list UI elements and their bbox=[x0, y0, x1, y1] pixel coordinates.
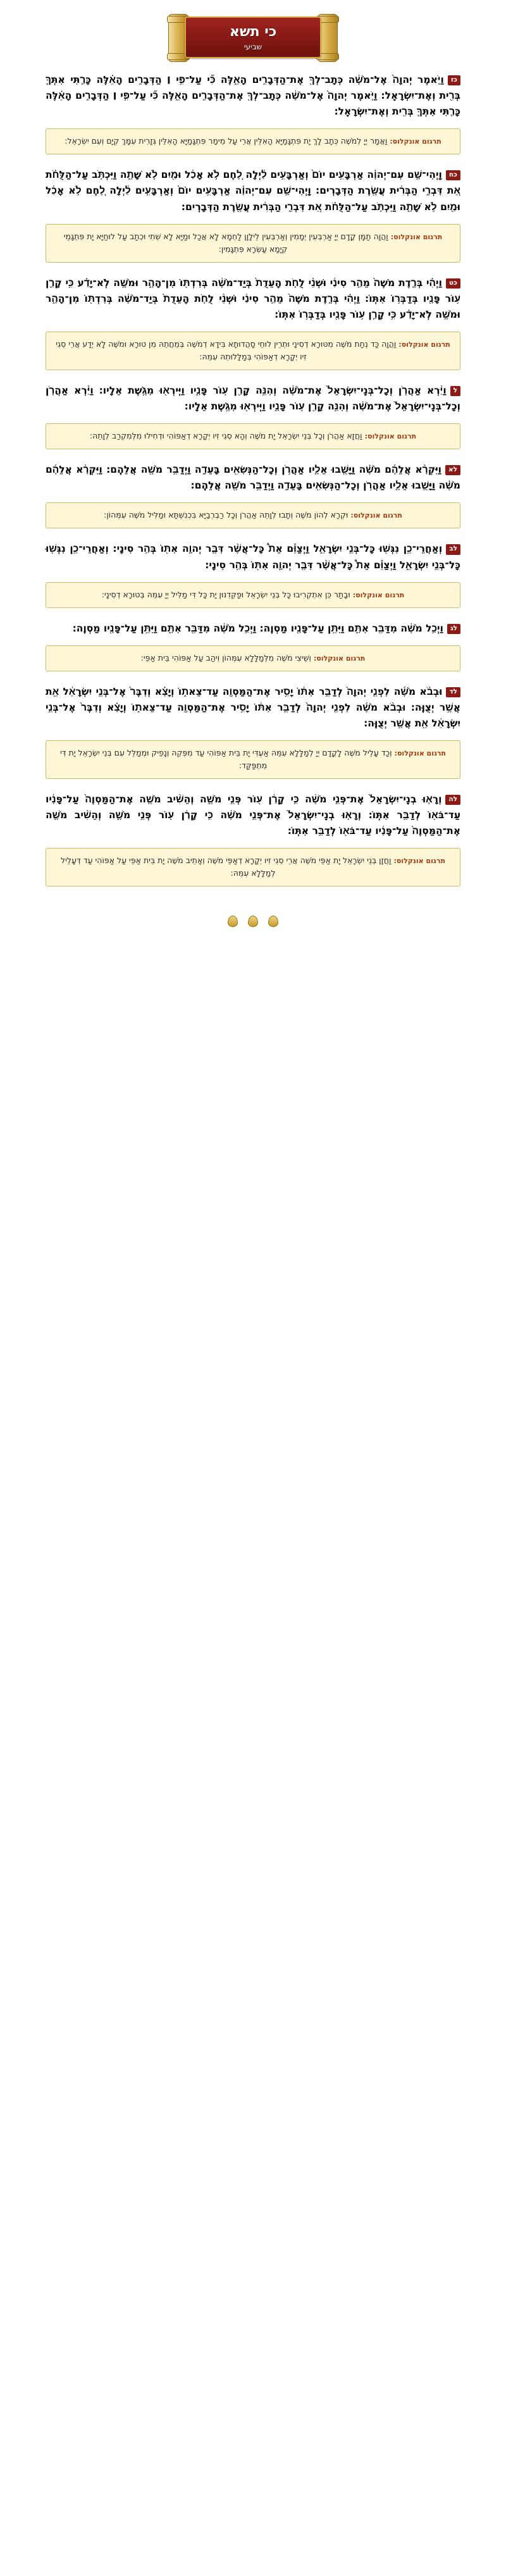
verse-number-badge: לה bbox=[445, 795, 460, 805]
verse-section bbox=[46, 541, 460, 607]
targum-box bbox=[46, 224, 460, 263]
verse-paragraph bbox=[46, 167, 460, 215]
verse-text: וְאַחֲרֵי־כֵ֥ן נִגְּשׁ֖וּ כָּל־בְּנֵ֣י יִשְׂרָאֵ֑ל וַיְצַוֵּ֕ם אֵת֩ כָּל־אֲשֶׁ֨ר דִּבֶּ֧ר יְהוָ֛ה אִתּ֖וֹ בְּהַ֥ר סִינָֽי: וְאַחֲרֵי־כֵ֥ן נִגְּשׁ֖וּ כָּל־בְּנֵ֣י יִשְׂרָאֵ֑ל וַיְצַוֵּ֕ם אֵת֩ כָּל־אֲשֶׁ֨ר דִּבֶּ֧ר יְהוָ֛ה אִתּ֖וֹ בְּהַ֥ר סִינָֽי: bbox=[46, 543, 460, 571]
content-column bbox=[46, 72, 460, 887]
targum-text: וַהֲוָה כַּד נְחַת מֹשֶׁה מִטּוּרָא דְסִינַי וּתְרֵין לוּחֵי סַהֲדוּתָא בִּידָא דְמֹשֶׁה בְּמֵחֲתֵהּ מִן טוּרָא וּמֹשֶׁה לָא יְדַע אֲרֵי סְגִי זִיו יְקָרָא דְאַפּוֹהִי בְּמַלָּלוּתֵהּ עִמֵּהּ: bbox=[56, 339, 397, 361]
verse-number-badge: לב bbox=[446, 544, 460, 554]
page-root bbox=[0, 0, 506, 946]
verse-paragraph bbox=[46, 72, 460, 120]
verse-number-badge: כט bbox=[446, 278, 460, 289]
targum-text: וַחֲזָן בְּנֵי יִשְׂרָאֵל יָת אַפֵּי מֹשֶׁה אֲרֵי סְגִי זִיו יְקָרָא דְאַפֵּי מֹשֶׁה וְאָתֵיב מֹשֶׁה יָת בֵּית אַפֵּי עַל אַפּוֹהִי עַד דְּעָלֵיל לְמַלָּלָא עִמֵּהּ: bbox=[61, 856, 392, 878]
targum-label: תרגום אונקלוס: bbox=[390, 232, 443, 241]
targum-box bbox=[46, 128, 460, 154]
leaf-icon bbox=[228, 916, 238, 927]
verse-paragraph bbox=[46, 462, 460, 494]
banner-text bbox=[190, 20, 316, 56]
verse-section bbox=[46, 167, 460, 262]
targum-label: תרגום אונקלוס: bbox=[364, 432, 417, 441]
verse-text: וַיַּ֨רְא אַהֲרֹ֤ן וְכָל־בְּנֵֽי־יִשְׂרָאֵל֙ אֶת־מֹשֶׁ֔ה וְהִנֵּ֥ה קָרַ֖ן ע֣וֹר פָּנָ֑יו וַיִּֽירְא֖וּ מִגֶּ֥שֶׁת אֵלָֽיו: וַיַּ֨רְא אַהֲרֹ֤ן וְכָל־בְּנֵֽי־יִשְׂרָאֵל֙ אֶת־מֹשֶׁ֔ה וְהִנֵּ֥ה קָרַ֖ן ע֣וֹר פָּנָ֑יו וַיִּֽירְא֖וּ מִגֶּ֥שֶׁת אֵלָֽיו: bbox=[46, 384, 460, 413]
verse-text: וְרָא֤וּ בְנֵֽי־יִשְׂרָאֵל֙ אֶת־פְּנֵ֣י מֹשֶׁ֔ה כִּ֣י קָרַ֔ן ע֖וֹר פְּנֵ֣י מֹשֶׁ֑ה וְהֵשִׁ֨יב מֹשֶׁ֤ה אֶת־הַמַּסְוֶה֙ עַל־פָּנָ֔יו עַד־בֹּא֖וֹ לְדַבֵּ֥ר אִתּֽוֹ: וְרָא֤וּ בְנֵֽי־יִשְׂרָאֵל֙ אֶת־פְּנֵ֣י מֹשֶׁ֔ה כִּ֣י קָרַ֔ן ע֖וֹר פְּנֵ֣י מֹשֶׁ֑ה וְהֵשִׁ֨יב מֹשֶׁ֤ה אֶת־הַמַּסְוֶה֙ עַל־פָּנָ֔יו עַד־בֹּא֖וֹ לְדַבֵּ֥ר אִתּֽוֹ: bbox=[46, 793, 460, 837]
header-banner-wrap bbox=[0, 0, 506, 72]
targum-text: וּבָתַר כֵּן אִתְקְרִיבוּ כָּל בְּנֵי יִשְׂרָאֵל וּפַקֵּדִנּוּן יָת כָּל דִּי מַלִּיל יְיָ עִמֵּהּ בְּטוּרָא דְסִינָי: bbox=[101, 589, 350, 599]
verse-text: וַיְהִ֗י בְּרֶ֤דֶת מֹשֶׁה֙ מֵהַ֣ר סִינַ֔י וּשְׁנֵ֨י לֻחֹ֤ת הָֽעֵדֻת֙ בְּיַד־מֹשֶׁ֔ה בְּרִדְתּ֖וֹ מִן־הָהָ֑ר וּמֹשֶׁ֣ה לֹֽא־יָדַ֗ע כִּ֥י קָרַ֛ן ע֥וֹר פָּנָ֖יו בְּדַבְּר֥וֹ אִתּֽוֹ: וַיְהִ֗י בְּרֶ֤דֶת מֹשֶׁה֙ מֵהַ֣ר סִינַ֔י וּשְׁנֵ֨י לֻחֹ֤ת הָֽעֵדֻת֙ בְּיַד־מֹשֶׁ֔ה בְּרִדְתּ֖וֹ מִן־הָהָ֑ר וּמֹשֶׁ֣ה לֹֽא־יָדַ֗ע כִּ֥י קָרַ֛ן ע֥וֹר פָּנָ֖יו בְּדַבְּר֥וֹ אִתּֽוֹ: bbox=[46, 277, 460, 320]
page-title: כי תשא bbox=[229, 24, 277, 40]
targum-box bbox=[46, 502, 460, 528]
verse-paragraph bbox=[46, 621, 460, 637]
footer-ornament bbox=[0, 899, 506, 946]
targum-label: תרגום אונקלוס: bbox=[394, 749, 447, 758]
verse-paragraph bbox=[46, 684, 460, 731]
verse-paragraph bbox=[46, 792, 460, 839]
parasha-banner bbox=[168, 14, 338, 61]
verse-text: וַיִּקְרָ֨א אֲלֵהֶ֜ם מֹשֶׁ֗ה וַיָּשֻׁ֧בוּ אֵלָ֛יו אַהֲרֹ֥ן וְכָל־הַנְּשִׂאִ֖ים בָּעֵדָ֑ה וַיְדַבֵּ֥ר מֹשֶׁ֖ה אֲלֵהֶֽם: וַיִּקְרָ֨א אֲלֵהֶ֜ם מֹשֶׁ֗ה וַיָּשֻׁ֧בוּ אֵלָ֛יו אַהֲרֹ֥ן וְכָל־הַנְּשִׂאִ֖ים בָּעֵדָ֑ה וַיְדַבֵּ֥ר מֹשֶׁ֖ה אֲלֵהֶֽם: bbox=[46, 464, 460, 492]
verse-number-badge: כז bbox=[448, 75, 460, 85]
verse-section bbox=[46, 684, 460, 779]
verse-text: וּבְבֹ֨א מֹשֶׁ֜ה לִפְנֵ֤י יְהוָה֙ לְדַבֵּ֣ר אִתּ֔וֹ יָסִ֥יר אֶת־הַמַּסְוֶ֖ה עַד־צֵאת֑וֹ וְיָצָ֗א וְדִבֶּר֙ אֶל־בְּנֵ֣י יִשְׂרָאֵ֔ל אֵ֖ת אֲשֶׁ֥ר יְצֻוֶּֽה: וּבְבֹ֨א מֹשֶׁ֜ה לִפְנֵ֤י יְהוָה֙ לְדַבֵּ֣ר אִתּ֔וֹ יָסִ֥יר אֶת־הַמַּסְוֶ֖ה עַד־צֵאת֑וֹ וְיָצָ֗א וְדִבֶּר֙ אֶל־בְּנֵ֣י יִשְׂרָאֵ֔ל אֵ֖ת אֲשֶׁ֥ר יְצֻוֶּֽה: bbox=[46, 685, 460, 729]
leaf-icon bbox=[268, 916, 278, 927]
targum-box bbox=[46, 423, 460, 449]
verse-section bbox=[46, 792, 460, 887]
targum-label: תרגום אונקלוס: bbox=[398, 340, 450, 349]
targum-box bbox=[46, 848, 460, 887]
verse-section bbox=[46, 462, 460, 528]
verse-number-badge: כח bbox=[446, 170, 460, 180]
verse-section bbox=[46, 383, 460, 449]
targum-text: וַאֲמַר יְיָ לְמֹשֶׁה כְּתָב לָךְ יָת פִּתְגָּמַיָּא הָאִלֵּין אֲרֵי עַל מֵימַר פִּתְגָּמַיָּא הָאִלֵּין גְּזָרִית עִמָּךְ קְיָם וְעִם יִשְׂרָאֵל: bbox=[65, 136, 388, 146]
targum-label: תרגום אונקלוס: bbox=[350, 511, 402, 520]
page-subtitle: שביעי bbox=[244, 42, 262, 51]
targum-box bbox=[46, 645, 460, 671]
verse-number-badge: לג bbox=[447, 624, 460, 634]
targum-text: וַחֲזָא אַהֲרֹן וְכָל בְּנֵי יִשְׂרָאֵל יָת מֹשֶׁה וְהָא סְגִי זִיו יְקָרָא דְאַפּוֹהִי וּדְחִילוּ מִלְּמִקְרַב לְוָתֵהּ: bbox=[89, 431, 362, 441]
verse-paragraph bbox=[46, 541, 460, 573]
verse-number-badge: לד bbox=[446, 687, 460, 697]
verse-section bbox=[46, 621, 460, 671]
targum-text: וְשֵׁיצִי מֹשֶׁה מִלְּמַלָּלָא עִמְּהוֹן וִיהַב עַל אַפּוֹהִי בֵּית אַפֵּי: bbox=[140, 652, 311, 663]
targum-label: תרגום אונקלוס: bbox=[390, 137, 441, 146]
targum-label: תרגום אונקלוס: bbox=[393, 857, 445, 866]
targum-box bbox=[46, 332, 460, 370]
targum-label: תרגום אונקלוס: bbox=[352, 590, 405, 599]
targum-text: וּקְרָא לְהוֹן מֹשֶׁה וְתָבוּ לְוָתֵהּ אַהֲרֹן וְכָל רַבְרְבַיָּא בִּכְנִשְׁתָּא וּמַלִּיל מֹשֶׁה עִמְּהוֹן: bbox=[104, 510, 349, 520]
verse-paragraph bbox=[46, 383, 460, 414]
targum-box bbox=[46, 740, 460, 779]
verse-number-badge: לא bbox=[445, 465, 460, 475]
verse-section bbox=[46, 72, 460, 154]
verse-text: וַיְכַ֣ל מֹשֶׁ֔ה מִדַּבֵּ֖ר אִתָּ֑ם וַיִּתֵּ֥ן עַל־פָּנָ֖יו מַסְוֶֽה: וַיְכַ֣ל מֹשֶׁ֔ה מִדַּבֵּ֖ר אִתָּ֑ם וַיִּתֵּ֥ן עַל־פָּנָ֖יו מַסְוֶֽה: bbox=[72, 622, 443, 634]
verse-text: וַיֹּ֤אמֶר יְהוָה֙ אֶל־מֹשֶׁ֔ה כְּתָב־לְךָ֖ אֶת־הַדְּבָרִ֣ים הָאֵ֑לֶּה כִּ֞י עַל־פִּ֣י ׀ הַדְּבָרִ֣ים הָאֵ֗לֶּה כָּרַ֧תִּי אִתְּךָ֛ בְּרִ֖ית וְאֶת־יִשְׂרָאֵֽל: וַיֹּ֤אמֶר יְהוָה֙ אֶל־מֹשֶׁ֔ה כְּתָב־לְךָ֖ אֶת־הַדְּבָרִ֣ים הָאֵ֑לֶּה כִּ֞י עַל־פִּ֣י ׀ הַדְּבָרִ֣ים הָאֵ֗לֶּה כָּרַ֧תִּי אִתְּךָ֛ בְּרִ֖ית וְאֶת־יִשְׂרָאֵֽל: bbox=[46, 74, 460, 118]
leaf-icon bbox=[248, 916, 258, 927]
verse-text: וַֽיְהִי־שָׁ֣ם עִם־יְהוָ֗ה אַרְבָּעִ֥ים יוֹם֙ וְאַרְבָּעִ֣ים לַ֔יְלָה לֶ֚חֶם לֹ֣א אָכַ֔ל וּמַ֖יִם לֹ֣א שָׁתָ֑ה וַיִּכְתֹּ֣ב עַל־הַלֻּחֹ֗ת אֵ֚ת דִּבְרֵ֣י הַבְּרִ֔ית עֲשֶׂ֖רֶת הַדְּבָרִֽים: וַֽיְהִי־שָׁ֣ם עִם־יְהוָ֗ה אַרְבָּעִ֥ים יוֹם֙ וְאַרְבָּעִ֣ים לַ֔יְלָה לֶ֚חֶם לֹ֣א אָכַ֔ל וּמַ֖יִם לֹ֣א שָׁתָ֑ה וַיִּכְתֹּ֣ב עַל־הַלֻּחֹ֗ת אֵ֚ת דִּבְרֵ֣י הַבְּרִ֔ית עֲשֶׂ֖רֶת הַדְּבָרִֽים: bbox=[46, 169, 460, 213]
targum-box bbox=[46, 582, 460, 608]
verse-section bbox=[46, 275, 460, 370]
verse-number-badge: ל bbox=[450, 386, 460, 396]
verse-paragraph bbox=[46, 275, 460, 323]
targum-label: תרגום אונקלוס: bbox=[313, 654, 366, 663]
targum-text: וַהֲוָה תַמָּן קֳדָם יְיָ אַרְבְּעִין יְמָמִין וְאַרְבְּעִין לֵילָוָן לַחְמָא לָא אֲכַל וּמַיָּא לָא שְׁתִי וּכְתַב עַל לוּחַיָּא יָת פִּתְגָּמֵי קְיָמָא עַשְׂרָא פִּתְגָּמִין: bbox=[63, 231, 388, 254]
targum-text: וְכַד עָלֵיל מֹשֶׁה לָקֳדָם יְיָ לְמַלָּלָא עִמֵּהּ אַעְדִּי יָת בֵּית אַפּוֹהִי עַד מִפְּקֵהּ וְנָפֵיק וּמְמַלֵּל עִם בְּנֵי יִשְׂרָאֵל יָת דִּי מִתְפַּקַּד: bbox=[59, 748, 392, 771]
